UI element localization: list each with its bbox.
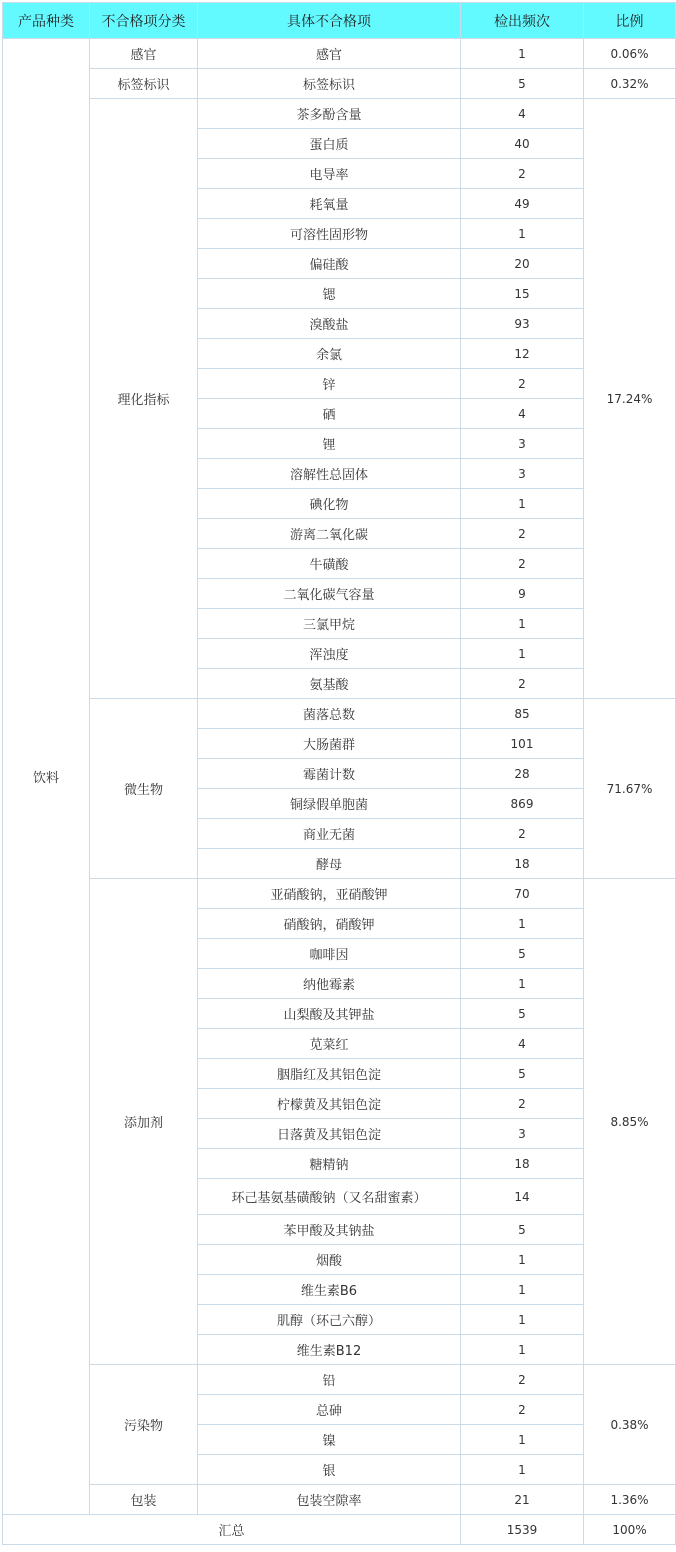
count-cell: 5: [461, 69, 584, 99]
total-count: 1539: [461, 1515, 584, 1545]
category-cell: 污染物: [90, 1365, 198, 1485]
table-row: [3, 69, 676, 99]
count-cell: 1: [461, 39, 584, 69]
count-cell: 1: [461, 1335, 584, 1365]
defect-item-cell: 烟酸: [198, 1245, 461, 1275]
defect-item-cell: 锂: [198, 429, 461, 459]
defect-item-cell: 二氧化碳气容量: [198, 579, 461, 609]
defect-item-cell: 柠檬黄及其铝色淀: [198, 1089, 461, 1119]
defect-item-cell: 纳他霉素: [198, 969, 461, 999]
count-cell: 40: [461, 129, 584, 159]
count-cell: 93: [461, 309, 584, 339]
table-row: [3, 1365, 676, 1395]
table-body: [3, 39, 676, 1515]
count-cell: 1: [461, 609, 584, 639]
defect-item-cell: 溶解性总固体: [198, 459, 461, 489]
header-defect-category: 不合格项分类: [90, 3, 198, 39]
category-cell: 微生物: [90, 699, 198, 879]
defect-item-cell: 硒: [198, 399, 461, 429]
total-label: 汇总: [3, 1515, 461, 1545]
defect-item-cell: 山梨酸及其钾盐: [198, 999, 461, 1029]
defect-item-cell: 日落黄及其铝色淀: [198, 1119, 461, 1149]
defect-item-cell: 酵母: [198, 849, 461, 879]
defect-item-cell: 糖精钠: [198, 1149, 461, 1179]
defect-item-cell: 耗氧量: [198, 189, 461, 219]
defect-item-cell: 商业无菌: [198, 819, 461, 849]
defect-item-cell: 肌醇（环己六醇）: [198, 1305, 461, 1335]
defect-item-cell: 游离二氧化碳: [198, 519, 461, 549]
count-cell: 1: [461, 489, 584, 519]
defect-item-cell: 环己基氨基磺酸钠（又名甜蜜素）: [198, 1179, 461, 1215]
total-row: [3, 1515, 676, 1545]
ratio-cell: 17.24%: [584, 99, 676, 699]
defect-item-cell: 氨基酸: [198, 669, 461, 699]
defect-item-cell: 感官: [198, 39, 461, 69]
count-cell: 1: [461, 639, 584, 669]
defect-item-cell: 浑浊度: [198, 639, 461, 669]
count-cell: 1: [461, 969, 584, 999]
table-row: [3, 699, 676, 729]
count-cell: 2: [461, 519, 584, 549]
ratio-cell: 0.32%: [584, 69, 676, 99]
count-cell: 1: [461, 1305, 584, 1335]
count-cell: 85: [461, 699, 584, 729]
count-cell: 9: [461, 579, 584, 609]
defect-item-cell: 银: [198, 1455, 461, 1485]
count-cell: 1: [461, 1425, 584, 1455]
count-cell: 4: [461, 99, 584, 129]
count-cell: 5: [461, 1215, 584, 1245]
count-cell: 15: [461, 279, 584, 309]
defect-item-cell: 胭脂红及其铝色淀: [198, 1059, 461, 1089]
defect-item-cell: 镍: [198, 1425, 461, 1455]
count-cell: 1: [461, 1275, 584, 1305]
defect-item-cell: 咖啡因: [198, 939, 461, 969]
total-ratio: 100%: [584, 1515, 676, 1545]
defect-item-cell: 锶: [198, 279, 461, 309]
category-cell: 标签标识: [90, 69, 198, 99]
count-cell: 1: [461, 1455, 584, 1485]
defect-item-cell: 牛磺酸: [198, 549, 461, 579]
count-cell: 2: [461, 1365, 584, 1395]
count-cell: 1: [461, 909, 584, 939]
count-cell: 5: [461, 999, 584, 1029]
count-cell: 14: [461, 1179, 584, 1215]
ratio-cell: 1.36%: [584, 1485, 676, 1515]
category-cell: 添加剂: [90, 879, 198, 1365]
table-row: [3, 879, 676, 909]
count-cell: 20: [461, 249, 584, 279]
count-cell: 2: [461, 1089, 584, 1119]
defect-item-cell: 总砷: [198, 1395, 461, 1425]
header-ratio: 比例: [584, 3, 676, 39]
count-cell: 2: [461, 819, 584, 849]
category-cell: 感官: [90, 39, 198, 69]
count-cell: 2: [461, 369, 584, 399]
defect-item-cell: 菌落总数: [198, 699, 461, 729]
defect-table: [2, 2, 676, 1545]
ratio-cell: 71.67%: [584, 699, 676, 879]
defect-item-cell: 维生素B6: [198, 1275, 461, 1305]
count-cell: 2: [461, 669, 584, 699]
defect-item-cell: 茶多酚含量: [198, 99, 461, 129]
count-cell: 5: [461, 1059, 584, 1089]
table-row: [3, 1485, 676, 1515]
defect-item-cell: 电导率: [198, 159, 461, 189]
count-cell: 1: [461, 219, 584, 249]
count-cell: 18: [461, 849, 584, 879]
ratio-cell: 8.85%: [584, 879, 676, 1365]
defect-item-cell: 大肠菌群: [198, 729, 461, 759]
defect-item-cell: 霉菌计数: [198, 759, 461, 789]
product-type-cell: 饮料: [3, 39, 90, 1515]
count-cell: 70: [461, 879, 584, 909]
table-row: [3, 99, 676, 129]
defect-item-cell: 标签标识: [198, 69, 461, 99]
defect-item-cell: 维生素B12: [198, 1335, 461, 1365]
ratio-cell: 0.06%: [584, 39, 676, 69]
count-cell: 49: [461, 189, 584, 219]
defect-item-cell: 溴酸盐: [198, 309, 461, 339]
header-detection-count: 检出频次: [461, 3, 584, 39]
count-cell: 2: [461, 159, 584, 189]
header-product-type: 产品种类: [3, 3, 90, 39]
count-cell: 101: [461, 729, 584, 759]
header-row: [3, 3, 676, 39]
count-cell: 5: [461, 939, 584, 969]
defect-item-cell: 蛋白质: [198, 129, 461, 159]
count-cell: 3: [461, 429, 584, 459]
table-row: [3, 39, 676, 69]
count-cell: 2: [461, 549, 584, 579]
defect-item-cell: 包装空隙率: [198, 1485, 461, 1515]
count-cell: 1: [461, 1245, 584, 1275]
count-cell: 2: [461, 1395, 584, 1425]
defect-item-cell: 铅: [198, 1365, 461, 1395]
count-cell: 3: [461, 1119, 584, 1149]
defect-item-cell: 三氯甲烷: [198, 609, 461, 639]
defect-item-cell: 铜绿假单胞菌: [198, 789, 461, 819]
count-cell: 869: [461, 789, 584, 819]
count-cell: 28: [461, 759, 584, 789]
defect-item-cell: 苋菜红: [198, 1029, 461, 1059]
header-defect-item: 具体不合格项: [198, 3, 461, 39]
ratio-cell: 0.38%: [584, 1365, 676, 1485]
count-cell: 3: [461, 459, 584, 489]
defect-item-cell: 偏硅酸: [198, 249, 461, 279]
defect-item-cell: 硝酸钠，硝酸钾: [198, 909, 461, 939]
defect-item-cell: 碘化物: [198, 489, 461, 519]
count-cell: 12: [461, 339, 584, 369]
defect-item-cell: 余氯: [198, 339, 461, 369]
defect-item-cell: 亚硝酸钠，亚硝酸钾: [198, 879, 461, 909]
defect-item-cell: 锌: [198, 369, 461, 399]
count-cell: 4: [461, 399, 584, 429]
count-cell: 4: [461, 1029, 584, 1059]
category-cell: 包装: [90, 1485, 198, 1515]
category-cell: 理化指标: [90, 99, 198, 699]
count-cell: 21: [461, 1485, 584, 1515]
defect-item-cell: 苯甲酸及其钠盐: [198, 1215, 461, 1245]
count-cell: 18: [461, 1149, 584, 1179]
defect-item-cell: 可溶性固形物: [198, 219, 461, 249]
